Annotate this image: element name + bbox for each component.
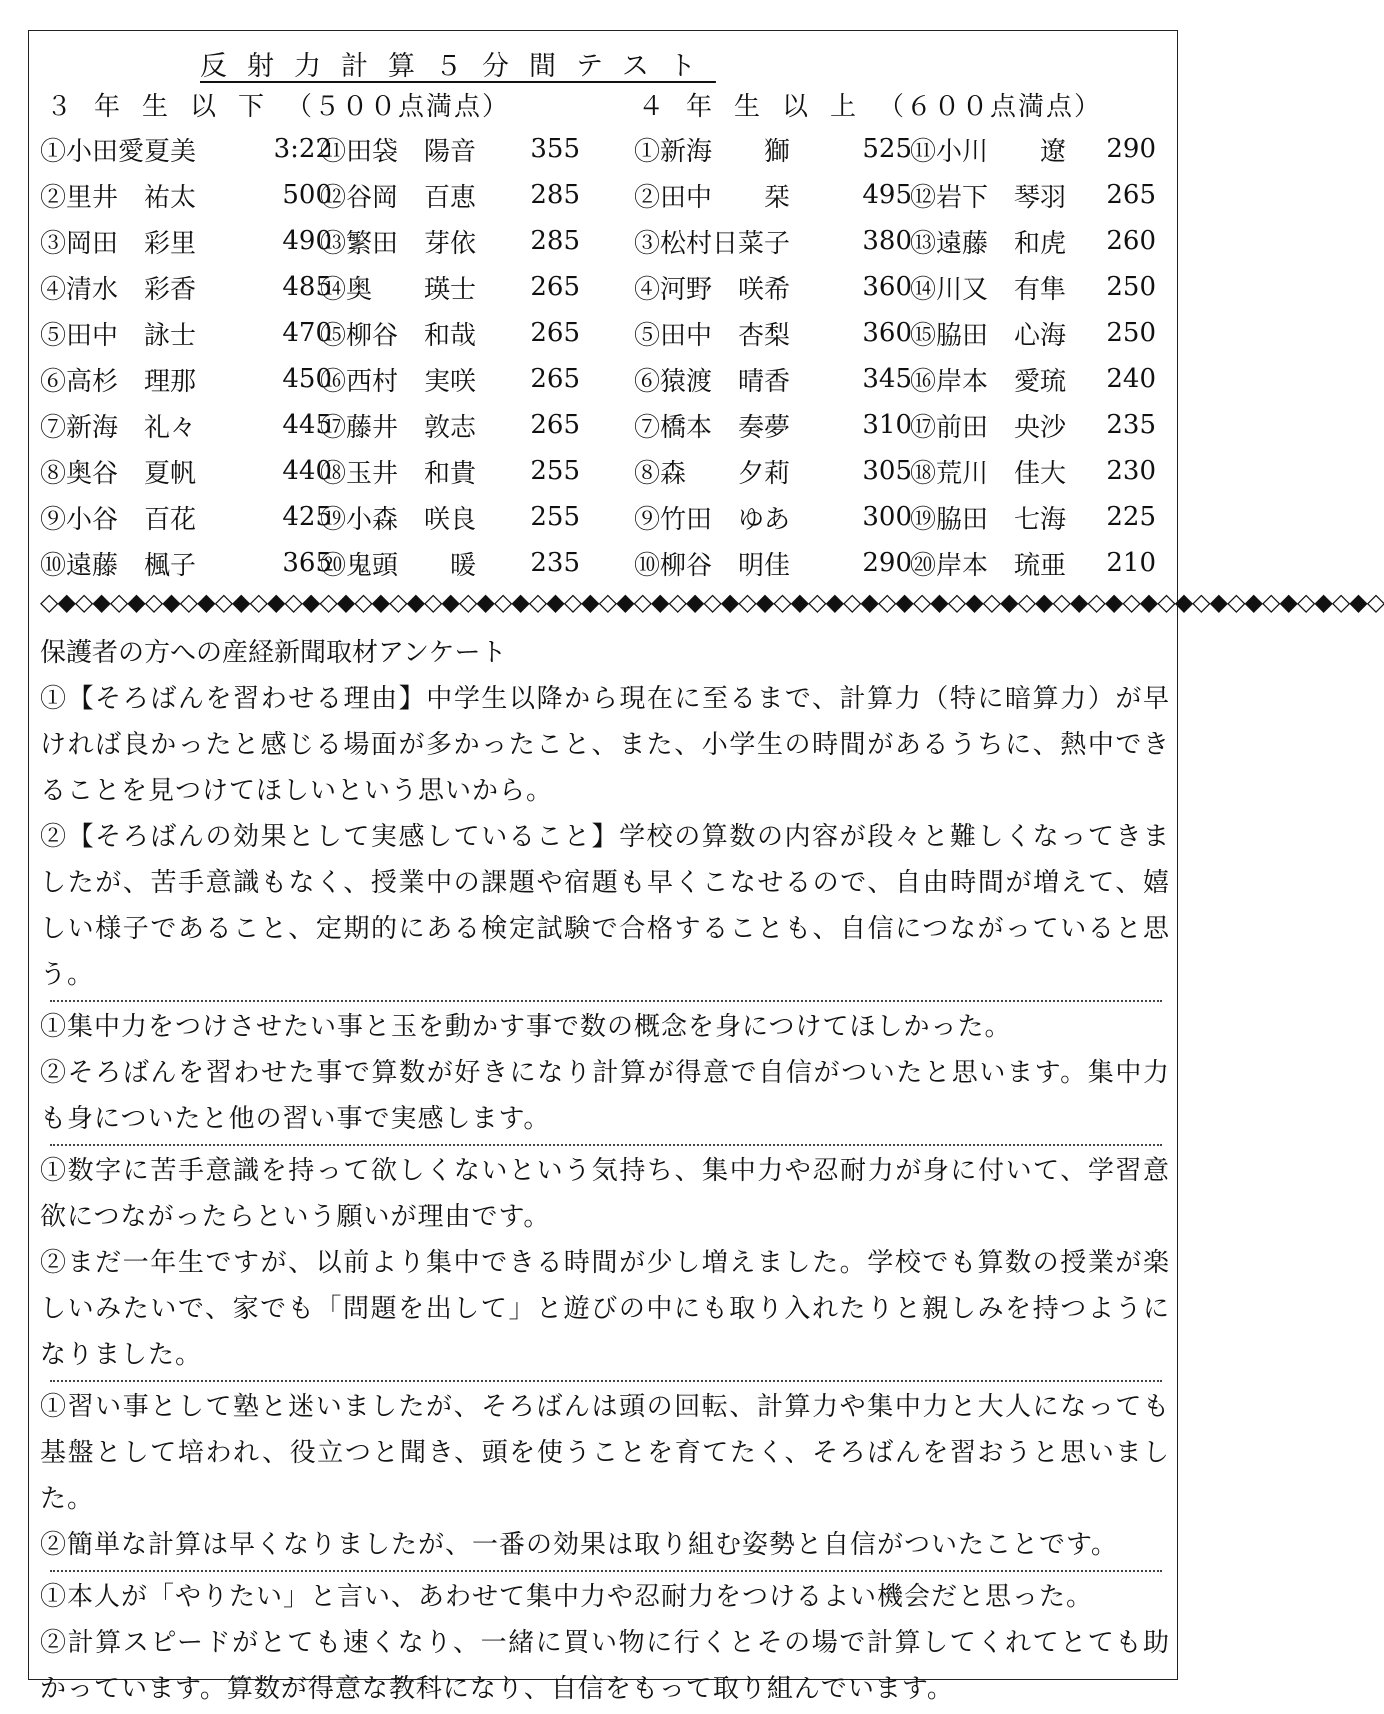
response-effect: ②計算スピードがとても速くなり、一緒に買い物に行くとその場で計算してくれてとても助かっています。算数が得意な教科になり、自信をもって取り組んでいます。 (40, 1628, 1170, 1704)
student-score: 265 (530, 318, 580, 348)
diamond-divider: ◇◆◇◆◇◆◇◆◇◆◇◆◇◆◇◆◇◆◇◆◇◆◇◆◇◆◇◆◇◆◇◆◇◆◇◆◇◆◇◆◇◆◇◆◇◆◇◆◇◆◇◆◇◆◇◆◇◆◇◆◇◆◇◆◇◆◇◆◇◆◇◆◇◆◇◆◇ (40, 588, 1384, 616)
ranking-row (910, 494, 1156, 540)
ranking-row (634, 310, 912, 356)
student-name: ⑬繁田 芽依 (320, 228, 477, 259)
ranking-grade4-bottom (910, 126, 1156, 586)
student-name: ⑯西村 実咲 (320, 366, 477, 397)
student-score: 310 (862, 410, 912, 440)
student-score: 425 (282, 502, 332, 532)
ranking-row (910, 448, 1156, 494)
ranking-row (634, 126, 912, 172)
survey-title: 保護者の方への産経新聞取材アンケート (40, 638, 507, 668)
grade4-header (638, 86, 1102, 123)
student-name: ⑰前田 央沙 (910, 412, 1067, 443)
student-name: ⑩柳谷 明佳 (634, 550, 791, 581)
student-name: ④河野 咲希 (634, 274, 791, 305)
response-effect: ②まだ一年生ですが、以前より集中できる時間が少し増えました。学校でも算数の授業が楽しいみたいで、家でも「問題を出して」と遊びの中にも取り入れたりと親しみを持つようになりました。 (40, 1248, 1170, 1370)
student-name: ⑮脇田 心海 (910, 320, 1067, 351)
student-score: 305 (862, 456, 912, 486)
student-score: 445 (282, 410, 332, 440)
ranking-row (634, 494, 912, 540)
dotted-separator (50, 1380, 1162, 1382)
student-score: 265 (1106, 180, 1156, 210)
student-score: 235 (530, 548, 580, 578)
student-score: 255 (530, 456, 580, 486)
ranking-row (320, 172, 580, 218)
student-score: 490 (282, 226, 332, 256)
student-name: ⑩遠藤 楓子 (40, 550, 197, 581)
response-reason: ①集中力をつけさせたい事と玉を動かす事で数の概念を身につけてほしかった。 (40, 1012, 1012, 1042)
student-name: ⑦新海 礼々 (40, 412, 197, 443)
student-name: ⑰藤井 敦志 (320, 412, 477, 443)
student-name: ⑳岸本 琉亜 (910, 550, 1067, 581)
response-reason: ①習い事として塾と迷いましたが、そろばんは頭の回転、計算力や集中力と大人になっても基盤として培われ、役立つと聞き、頭を使うことを育てたく、そろばんを習おうと思いました。 (40, 1392, 1170, 1514)
ranking-row (40, 264, 332, 310)
response-reason: ①数字に苦手意識を持って欲しくないという気持ち、集中力や忍耐力が身に付いて、学習意欲につながったらという願いが理由です。 (40, 1156, 1170, 1232)
grade4-note: （６００点満点） (878, 92, 1103, 122)
student-score: 380 (862, 226, 912, 256)
student-name: ⑫岩下 琴羽 (910, 182, 1067, 213)
student-name: ⑭奥 瑛士 (320, 274, 477, 305)
student-name: ②里井 祐太 (40, 182, 197, 213)
ranking-row (40, 540, 332, 586)
student-name: ⑧奥谷 夏帆 (40, 458, 197, 489)
student-name: ⑱玉井 和貴 (320, 458, 477, 489)
grade3-label: ３年生以下 (46, 92, 287, 122)
student-score: 3:22 (273, 134, 332, 164)
ranking-row (910, 310, 1156, 356)
student-score: 525 (862, 134, 912, 164)
ranking-row (320, 218, 580, 264)
student-score: 360 (862, 318, 912, 348)
page-title: 反射力計算５分間テスト (200, 51, 716, 82)
ranking-row (320, 126, 580, 172)
student-score: 265 (530, 410, 580, 440)
student-score: 210 (1106, 548, 1156, 578)
ranking-row (634, 172, 912, 218)
response-effect: ②簡単な計算は早くなりましたが、一番の効果は取り組む姿勢と自信がついたことです。 (40, 1530, 1118, 1560)
ranking-row (320, 356, 580, 402)
ranking-row (40, 126, 332, 172)
student-score: 495 (862, 180, 912, 210)
grade3-note: （５００点満点） (286, 92, 511, 122)
ranking-row (40, 356, 332, 402)
ranking-grade4-top (634, 126, 912, 586)
ranking-row (40, 218, 332, 264)
student-score: 285 (530, 180, 580, 210)
student-score: 225 (1106, 502, 1156, 532)
student-score: 450 (282, 364, 332, 394)
student-name: ⑯岸本 愛琉 (910, 366, 1067, 397)
student-score: 345 (862, 364, 912, 394)
response-effect: ②そろばんを習わせた事で算数が好きになり計算が得意で自信がついたと思います。集中力も身についたと他の習い事で実感します。 (40, 1058, 1170, 1134)
student-score: 250 (1106, 272, 1156, 302)
ranking-row (910, 218, 1156, 264)
student-score: 485 (282, 272, 332, 302)
student-name: ②田中 栞 (634, 182, 791, 213)
ranking-row (320, 264, 580, 310)
student-name: ③岡田 彩里 (40, 228, 197, 259)
student-name: ⑪田袋 陽音 (320, 136, 477, 167)
student-name: ⑮柳谷 和哉 (320, 320, 477, 351)
ranking-row (910, 402, 1156, 448)
student-score: 285 (530, 226, 580, 256)
student-score: 360 (862, 272, 912, 302)
student-score: 290 (1106, 134, 1156, 164)
student-score: 365 (282, 548, 332, 578)
student-name: ⑫谷岡 百恵 (320, 182, 477, 213)
student-name: ⑦橋本 奏夢 (634, 412, 791, 443)
student-name: ①新海 獅 (634, 136, 791, 167)
ranking-grade3-bottom (320, 126, 580, 586)
ranking-row (320, 540, 580, 586)
student-score: 355 (530, 134, 580, 164)
ranking-row (40, 402, 332, 448)
student-name: ⑥猿渡 晴香 (634, 366, 791, 397)
ranking-row (40, 494, 332, 540)
student-name: ③松村日菜子 (634, 228, 791, 259)
grade3-header (46, 86, 510, 123)
ranking-grade3-top (40, 126, 332, 586)
ranking-row (634, 218, 912, 264)
student-score: 250 (1106, 318, 1156, 348)
student-name: ④清水 彩香 (40, 274, 197, 305)
student-score: 260 (1106, 226, 1156, 256)
student-name: ⑥高杉 理那 (40, 366, 197, 397)
response-reason: ①本人が「やりたい」と言い、あわせて集中力や忍耐力をつけるよい機会だと思った。 (40, 1582, 1094, 1612)
ranking-row (910, 356, 1156, 402)
ranking-row (320, 402, 580, 448)
dotted-separator (50, 1570, 1162, 1572)
student-name: ⑱荒川 佳大 (910, 458, 1067, 489)
ranking-row (40, 310, 332, 356)
student-score: 265 (530, 364, 580, 394)
ranking-row (40, 172, 332, 218)
survey-responses (40, 676, 1170, 1712)
dotted-separator (50, 1144, 1162, 1146)
student-name: ①小田愛夏美 (40, 136, 197, 167)
grade4-label: ４年生以上 (638, 92, 879, 122)
dotted-separator (50, 1000, 1162, 1002)
student-score: 440 (282, 456, 332, 486)
ranking-row (320, 310, 580, 356)
student-name: ⑧森 夕莉 (634, 458, 791, 489)
student-name: ⑪小川 遼 (910, 136, 1067, 167)
student-name: ⑤田中 杏梨 (634, 320, 791, 351)
student-score: 265 (530, 272, 580, 302)
ranking-row (910, 172, 1156, 218)
student-name: ⑤田中 詠士 (40, 320, 197, 351)
response-effect: ②【そろばんの効果として実感していること】学校の算数の内容が段々と難しくなってきましたが、苦手意識もなく、授業中の課題や宿題も早くこなせるので、自由時間が増えて、嬉しい様子であること、定期的にある検定試験で合格することも、自信につながっていると思う。 (40, 822, 1170, 990)
student-score: 290 (862, 548, 912, 578)
ranking-row (910, 126, 1156, 172)
student-score: 470 (282, 318, 332, 348)
ranking-row (320, 494, 580, 540)
student-name: ⑨小谷 百花 (40, 504, 197, 535)
student-name: ⑭川又 有隼 (910, 274, 1067, 305)
student-score: 240 (1106, 364, 1156, 394)
student-name: ⑳鬼頭 暖 (320, 550, 477, 581)
student-score: 500 (282, 180, 332, 210)
ranking-row (634, 448, 912, 494)
ranking-row (910, 540, 1156, 586)
student-name: ⑨竹田 ゆあ (634, 504, 791, 535)
ranking-row (910, 264, 1156, 310)
ranking-row (634, 540, 912, 586)
ranking-row (634, 402, 912, 448)
student-score: 235 (1106, 410, 1156, 440)
student-score: 255 (530, 502, 580, 532)
ranking-row (634, 264, 912, 310)
response-reason: ①【そろばんを習わせる理由】中学生以降から現在に至るまで、計算力（特に暗算力）が早ければ良かったと感じる場面が多かったこと、また、小学生の時間があるうちに、熱中できることを見つけてほしいという思いから。 (40, 684, 1170, 806)
student-name: ⑲小森 咲良 (320, 504, 477, 535)
student-name: ⑲脇田 七海 (910, 504, 1067, 535)
student-name: ⑬遠藤 和虎 (910, 228, 1067, 259)
ranking-row (40, 448, 332, 494)
ranking-row (320, 448, 580, 494)
ranking-row (634, 356, 912, 402)
student-score: 300 (862, 502, 912, 532)
student-score: 230 (1106, 456, 1156, 486)
